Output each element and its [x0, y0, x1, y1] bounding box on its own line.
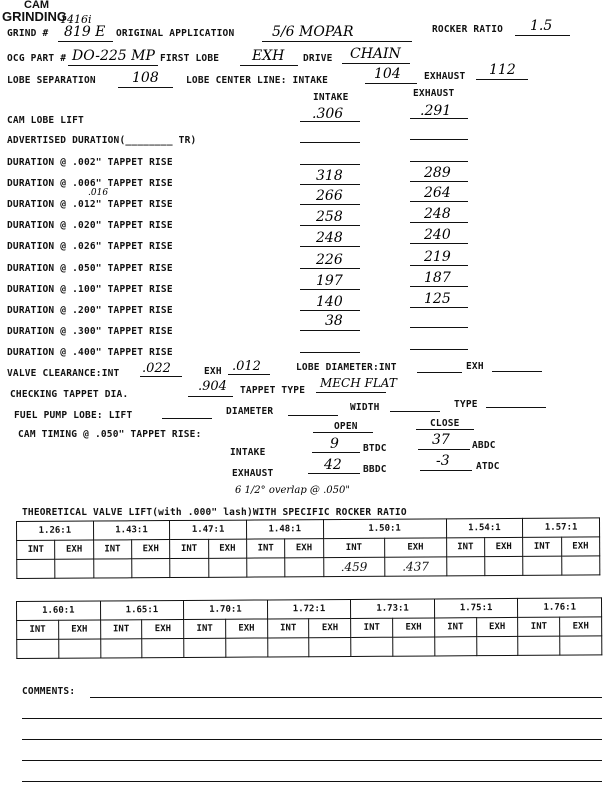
lift-exh-cell[interactable] — [560, 636, 602, 655]
ratio-label: 1.26:1 — [17, 521, 94, 540]
lift-exh-cell[interactable] — [309, 637, 351, 656]
lift-int-cell[interactable] — [170, 558, 208, 577]
exh-col-header: EXH — [393, 618, 435, 637]
ratio-label: 1.65:1 — [100, 600, 184, 620]
ratio-label: 1.72:1 — [267, 599, 351, 619]
timing-abdc: ABDC — [472, 440, 496, 451]
lift-int-cell[interactable] — [446, 557, 484, 576]
int-col-header: INT — [434, 618, 476, 637]
lift-int-cell[interactable] — [93, 559, 131, 578]
drive-label: DRIVE — [303, 53, 333, 64]
lift-exh-cell[interactable] — [208, 558, 246, 577]
spec-exhaust-line — [410, 222, 468, 223]
rocker-ratio-underline — [515, 35, 570, 36]
spec-intake-value[interactable]: 38 — [325, 313, 343, 329]
logo-line1: CAM — [24, 0, 50, 11]
ratio-label: 1.57:1 — [523, 518, 600, 537]
timing-intake-open[interactable]: 9 — [330, 436, 339, 452]
exh-col-header: EXH — [132, 540, 170, 559]
int-col-header: INT — [100, 620, 142, 639]
spec-exhaust-line — [410, 118, 468, 119]
tappet-dia-underline — [188, 396, 233, 397]
lift-exh-cell[interactable] — [476, 636, 518, 655]
exh-col-header: EXH — [285, 539, 323, 558]
orig-app-label: ORIGINAL APPLICATION — [116, 28, 235, 39]
lift-int-cell[interactable] — [351, 637, 393, 656]
spec-exhaust-value[interactable]: 187 — [424, 270, 451, 286]
lift-value-row — [17, 556, 600, 579]
exh-col-header: EXH — [58, 620, 100, 639]
int-col-header: INT — [446, 538, 484, 557]
timing-intake-close-underline — [418, 449, 470, 450]
lift-int-cell[interactable] — [435, 637, 477, 656]
fuel-type-label: TYPE — [454, 399, 478, 410]
spec-intake-value[interactable]: 266 — [316, 188, 343, 204]
spec-intake-value[interactable]: 197 — [316, 273, 343, 289]
spec-exhaust-line — [410, 349, 468, 350]
int-col-header: INT — [323, 538, 385, 557]
timing-atdc: ATDC — [476, 461, 500, 472]
lift-exh-cell[interactable] — [393, 637, 435, 656]
tappet-type-label: TAPPET TYPE — [240, 385, 306, 396]
spec-exhaust-value[interactable]: 125 — [424, 291, 451, 307]
spec-intake-line — [300, 142, 360, 143]
timing-intake-open-underline — [312, 452, 360, 453]
valve-clearance-label: VALVE CLEARANCE:INT — [7, 368, 120, 379]
exh-col-header: EXH — [309, 618, 351, 637]
lift-int-cell[interactable] — [247, 558, 285, 577]
spec-intake-line — [300, 330, 360, 331]
grind-value[interactable]: 819 E — [64, 24, 106, 40]
exh-col-header: EXH — [208, 539, 246, 558]
comments-line-1[interactable] — [90, 697, 602, 698]
lift-int-cell[interactable] — [17, 639, 59, 658]
comments-label: COMMENTS: — [22, 686, 76, 697]
ocg-part-underline — [68, 65, 158, 66]
timing-close-label: CLOSE — [430, 418, 460, 429]
comments-line-2[interactable] — [22, 718, 602, 719]
spec-exhaust-line — [410, 201, 468, 202]
spec-exhaust-line — [410, 265, 468, 266]
spec-note: .016 — [88, 188, 109, 198]
spec-label: DURATION @ .020" TAPPET RISE — [7, 220, 173, 231]
spec-label: CAM LOBE LIFT — [7, 115, 84, 126]
grind-above: 1416i — [60, 13, 92, 26]
spec-intake-value[interactable]: 226 — [316, 252, 343, 268]
spec-intake-line — [300, 310, 360, 311]
tappet-dia-label: CHECKING TAPPET DIA. — [10, 389, 129, 400]
fuel-lift-underline — [162, 418, 212, 419]
exh-col-header: EXH — [561, 537, 600, 556]
valve-clearance-int-underline — [140, 376, 182, 377]
spec-intake-line — [300, 204, 360, 205]
spec-label: DURATION @ .200" TAPPET RISE — [7, 305, 173, 316]
tappet-dia-value[interactable]: .904 — [198, 379, 227, 394]
valve-clearance-int[interactable]: .022 — [142, 361, 171, 376]
lift-int-cell[interactable] — [518, 636, 560, 655]
lift-value-row — [17, 636, 602, 659]
spec-intake-line — [300, 268, 360, 269]
spec-intake-value[interactable]: 318 — [316, 168, 343, 184]
tappet-type-underline — [316, 392, 386, 393]
spec-intake-line — [300, 289, 360, 290]
int-col-header: INT — [17, 620, 59, 639]
int-col-header: INT — [170, 539, 208, 558]
exhaust-label: EXHAUST — [424, 71, 466, 82]
fuel-type-underline — [486, 407, 546, 408]
ratio-label: 1.54:1 — [446, 518, 523, 537]
valve-clearance-exh[interactable]: .012 — [232, 359, 261, 374]
tappet-type-value[interactable]: MECH FLAT — [320, 376, 397, 390]
spec-exhaust-line — [410, 286, 468, 287]
ratio-label: 1.76:1 — [518, 598, 602, 618]
exh-col-header: EXH — [484, 537, 522, 556]
int-col-header: INT — [17, 540, 55, 559]
spec-intake-line — [300, 246, 360, 247]
col-exhaust-header: EXHAUST — [413, 88, 455, 99]
ratio-label: 1.60:1 — [17, 601, 101, 621]
cam-timing-label: CAM TIMING @ .050" TAPPET RISE: — [18, 429, 202, 440]
spec-exhaust-line — [410, 307, 468, 308]
first-lobe-label: FIRST LOBE — [160, 53, 220, 64]
spec-label: DURATION @ .300" TAPPET RISE — [7, 326, 173, 337]
exh-col-header: EXH — [385, 538, 447, 557]
comments-line-5[interactable] — [22, 781, 602, 782]
lobe-center-label: LOBE CENTER LINE: INTAKE — [186, 75, 329, 86]
lobe-diameter-int-underline — [417, 372, 462, 373]
lift-exh-cell[interactable] — [485, 556, 523, 575]
lift-exh-cell[interactable]: .437 — [385, 557, 447, 576]
ratio-label: 1.47:1 — [170, 520, 247, 539]
lobe-sep-underline — [118, 87, 173, 88]
company-logo — [2, 0, 67, 22]
spec-exhaust-value[interactable]: .291 — [420, 103, 452, 119]
exh-col-header: EXH — [560, 617, 602, 636]
spec-label: DURATION @ .026" TAPPET RISE — [7, 241, 173, 252]
first-lobe-underline — [240, 65, 298, 66]
lobe-center-intake[interactable]: 104 — [374, 66, 401, 82]
lift-table-row2 — [16, 597, 602, 659]
drive-value[interactable]: CHAIN — [350, 46, 401, 62]
lift-exh-cell[interactable] — [226, 638, 268, 657]
spec-label: DURATION @ .050" TAPPET RISE — [7, 263, 173, 274]
lift-exh-cell[interactable] — [132, 559, 170, 578]
grind-label: GRIND # — [7, 28, 49, 39]
timing-exhaust-label: EXHAUST — [232, 468, 274, 479]
comments-line-4[interactable] — [22, 760, 602, 761]
spec-intake-value[interactable]: 248 — [316, 230, 343, 246]
spec-intake-line — [300, 164, 360, 165]
comments-line-3[interactable] — [22, 739, 602, 740]
ocg-part-label: OCG PART # — [7, 53, 67, 64]
orig-app-underline — [262, 41, 412, 42]
lift-exh-cell[interactable] — [561, 556, 600, 575]
spec-exhaust-line — [410, 181, 468, 182]
rocker-ratio-label: ROCKER RATIO — [432, 24, 504, 35]
timing-exhaust-close[interactable]: -3 — [436, 453, 450, 469]
lobe-center-exhaust[interactable]: 112 — [489, 62, 516, 78]
lift-exh-cell[interactable] — [142, 638, 184, 657]
ratio-label: 1.50:1 — [323, 519, 446, 539]
int-col-header: INT — [267, 619, 309, 638]
lift-exh-cell[interactable] — [55, 559, 93, 578]
int-col-header: INT — [184, 619, 226, 638]
spec-label: DURATION @ .002" TAPPET RISE — [7, 157, 173, 168]
timing-bbdc: BBDC — [363, 464, 387, 475]
lift-int-cell[interactable] — [17, 559, 55, 578]
lobe-diameter-exh-underline — [492, 371, 542, 372]
lobe-diameter-exh-label: EXH — [466, 361, 484, 372]
drive-underline — [342, 63, 410, 64]
lift-int-cell[interactable] — [184, 638, 226, 657]
fuel-diameter-underline — [288, 415, 338, 416]
timing-intake-close[interactable]: 37 — [432, 432, 450, 448]
valve-clearance-exh-underline — [228, 374, 270, 375]
lift-table-row1 — [16, 517, 600, 579]
rocker-ratio-value[interactable]: 1.5 — [530, 18, 553, 34]
lift-int-cell[interactable] — [523, 556, 561, 575]
spec-intake-value[interactable]: .306 — [312, 106, 344, 122]
spec-exhaust-line — [410, 161, 468, 162]
timing-btdc: BTDC — [363, 443, 387, 454]
grind-underline — [58, 41, 113, 42]
valve-exh-label: EXH — [204, 366, 222, 377]
exh-col-header: EXH — [55, 540, 93, 559]
int-col-header: INT — [518, 617, 560, 636]
exh-col-header: EXH — [226, 619, 268, 638]
lift-exh-cell[interactable] — [285, 558, 323, 577]
spec-intake-line — [300, 121, 360, 122]
spec-intake-value[interactable]: 140 — [316, 294, 343, 310]
int-col-header: INT — [351, 618, 393, 637]
lobe-center-exhaust-underline — [476, 79, 528, 80]
ratio-label: 1.70:1 — [184, 600, 268, 620]
lobe-center-intake-underline — [365, 83, 417, 84]
ocg-part-value[interactable]: DO-225 MP — [72, 48, 155, 64]
spec-label: DURATION @ .100" TAPPET RISE — [7, 284, 173, 295]
timing-exhaust-open[interactable]: 42 — [324, 457, 342, 473]
fuel-width-label: WIDTH — [350, 402, 380, 413]
spec-exhaust-value[interactable]: 219 — [424, 249, 451, 265]
spec-exhaust-line — [410, 243, 468, 244]
fuel-pump-label: FUEL PUMP LOBE: LIFT — [14, 410, 133, 421]
spec-intake-line — [300, 352, 360, 353]
spec-intake-value[interactable]: 258 — [316, 209, 343, 225]
int-col-header: INT — [93, 540, 131, 559]
spec-label: DURATION @ .400" TAPPET RISE — [7, 347, 173, 358]
lift-exh-cell[interactable] — [59, 639, 101, 658]
lift-int-cell[interactable] — [267, 638, 309, 657]
lobe-sep-label: LOBE SEPARATION — [7, 75, 96, 86]
timing-open-label: OPEN — [334, 421, 358, 432]
spec-exhaust-value[interactable]: 289 — [424, 165, 451, 181]
fuel-width-underline — [390, 411, 440, 412]
lift-int-cell[interactable] — [100, 639, 142, 658]
exh-col-header: EXH — [476, 617, 518, 636]
orig-app-value[interactable]: 5/6 MOPAR — [272, 24, 354, 40]
spec-intake-line — [300, 184, 360, 185]
spec-label: DURATION @ .012" TAPPET RISE — [7, 199, 173, 210]
spec-exhaust-value[interactable]: 240 — [424, 227, 451, 243]
ratio-label: 1.73:1 — [351, 599, 435, 619]
ratio-label: 1.48:1 — [246, 520, 323, 539]
timing-close-header-line — [416, 429, 474, 430]
int-col-header: INT — [523, 537, 561, 556]
spec-label: ADVERTISED DURATION(________ TR) — [7, 135, 197, 146]
fuel-diameter-label: DIAMETER — [226, 406, 274, 417]
first-lobe-value[interactable]: EXH — [252, 48, 285, 64]
spec-exhaust-line — [410, 139, 468, 140]
ratio-label: 1.75:1 — [434, 598, 518, 618]
lift-int-cell[interactable]: .459 — [323, 557, 385, 576]
timing-exhaust-open-underline — [308, 473, 360, 474]
lobe-diameter-label: LOBE DIAMETER:INT — [296, 362, 397, 373]
ratio-label: 1.43:1 — [93, 521, 170, 540]
spec-intake-line — [300, 225, 360, 226]
timing-open-header-line — [313, 432, 373, 433]
lift-table-title: THEORETICAL VALVE LIFT(with .000" lash)WITH SPECIFIC ROCKER RATIO — [22, 507, 407, 518]
int-col-header: INT — [246, 539, 284, 558]
timing-intake-label: INTAKE — [230, 447, 266, 458]
exh-col-header: EXH — [142, 619, 184, 638]
timing-exhaust-close-underline — [420, 470, 472, 471]
logo-line2: GRINDING — [2, 9, 67, 24]
col-intake-header: INTAKE — [313, 92, 349, 103]
spec-exhaust-value[interactable]: 264 — [424, 185, 451, 201]
spec-label: DURATION @ .006" TAPPET RISE — [7, 178, 173, 189]
spec-exhaust-value[interactable]: 248 — [424, 206, 451, 222]
overlap-note: 6 1/2° overlap @ .050" — [235, 485, 350, 496]
spec-exhaust-line — [410, 327, 468, 328]
lobe-sep-value[interactable]: 108 — [132, 70, 159, 86]
